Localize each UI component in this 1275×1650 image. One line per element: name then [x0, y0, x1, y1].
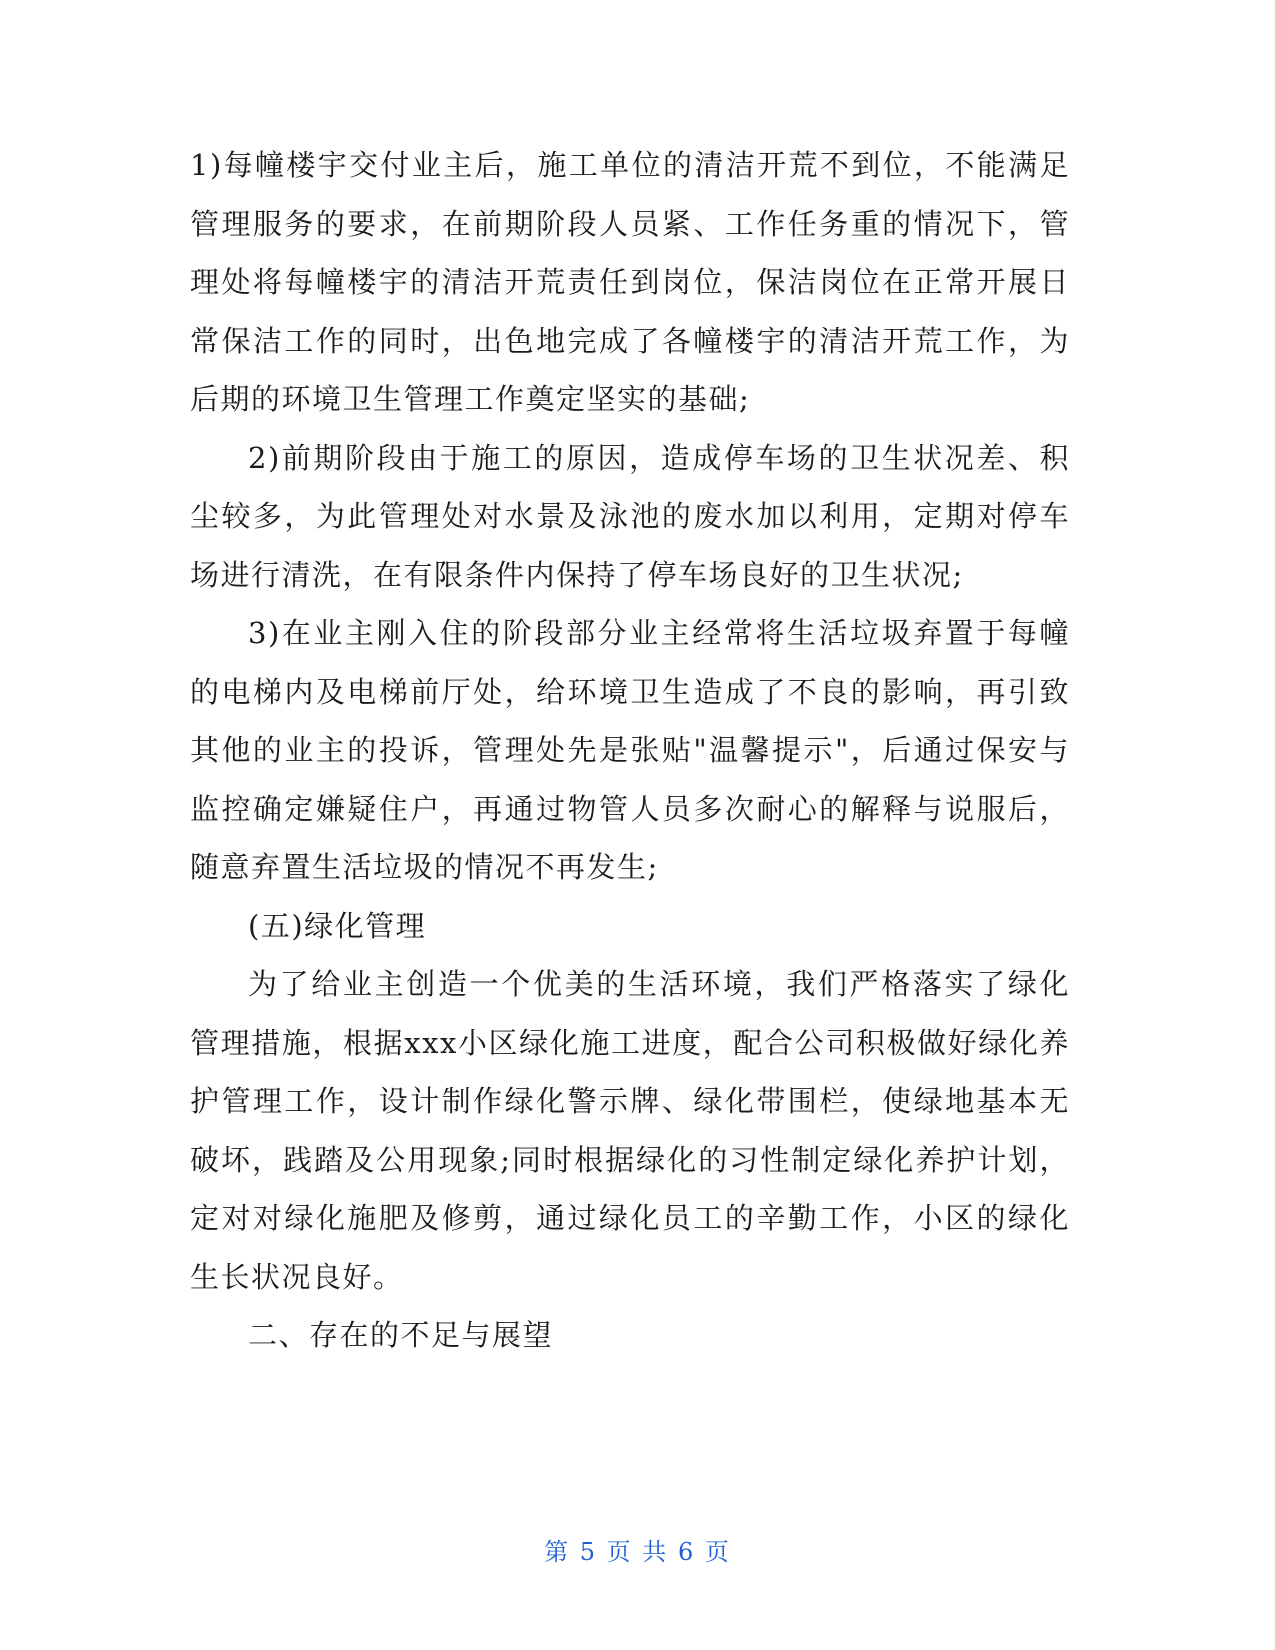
section-heading-shortcomings: 二、存在的不足与展望 — [248, 1318, 554, 1352]
paragraph-cleaning-1: 1)每幢楼宇交付业主后，施工单位的清洁开荒不到位，不能满足管理服务的要求，在前期阶段人员紧、工作任务重的情况下，管理处将每幢楼宇的清洁开荒责任到岗位，保洁岗位在正常开展日常保洁工作的同时，出色地完成了各幢楼宇的清洁开荒工作，为后期的环境卫生管理工作奠定坚实的基础; — [190, 148, 1070, 416]
document-body — [190, 136, 1070, 1365]
section-heading-greening: (五)绿化管理 — [248, 908, 427, 943]
paragraph-cleaning-3: 3)在业主刚入住的阶段部分业主经常将生活垃圾弃置于每幢的电梯内及电梯前厅处，给环境卫生造成了不良的影响，再引致其他的业主的投诉，管理处先是张贴"温馨提示"，后通过保安与监控确定嫌疑住户，再通过物管人员多次耐心的解释与说服后，随意弃置生活垃圾的情况不再发生; — [190, 616, 1070, 884]
paragraph-cleaning-2: 2)前期阶段由于施工的原因，造成停车场的卫生状况差、积尘较多，为此管理处对水景及泳池的废水加以利用，定期对停车场进行清洗，在有限条件内保持了停车场良好的卫生状况; — [190, 440, 1070, 592]
page-footer — [0, 1532, 1275, 1567]
page-number: 第 5 页 共 6 页 — [544, 1538, 731, 1566]
paragraph-greening: 为了给业主创造一个优美的生活环境，我们严格落实了绿化管理措施，根据xxx小区绿化施工进度，配合公司积极做好绿化养护管理工作，设计制作绿化警示牌、绿化带围栏，使绿地基本无破坏，践踏及公用现象;同时根据绿化的习性制定绿化养护计划，定对对绿化施肥及修剪，通过绿化员工的辛勤工作，小区的绿化生长状况良好。 — [190, 967, 1070, 1294]
